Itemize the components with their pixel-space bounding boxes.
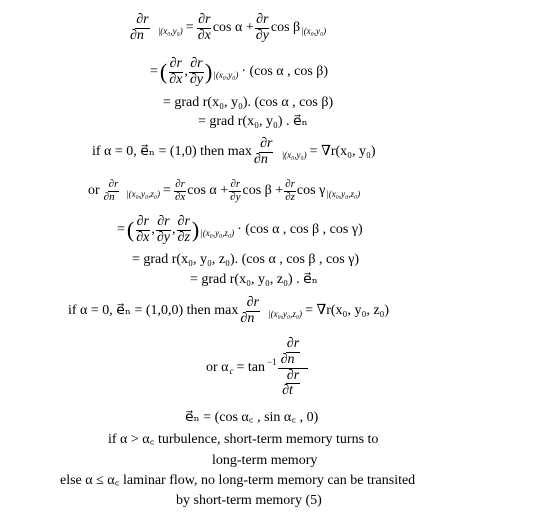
sym-n: n⃗ <box>109 190 124 203</box>
term-cos-alpha: cos α + <box>187 183 229 198</box>
eq-line-11 <box>206 336 309 400</box>
eq-line-3 <box>163 93 333 113</box>
eval-point: |(x₀,y₀) <box>213 69 239 80</box>
sym-partial: ∂ <box>189 71 197 87</box>
fraction-dr-dy <box>156 215 171 245</box>
nested-numerator <box>278 337 309 368</box>
grad-cos-line: = grad r(x₀, y₀). (cos α , cos β) <box>163 95 334 110</box>
subscript-c: c <box>229 365 234 376</box>
fraction-dr-dx <box>168 57 183 87</box>
fraction-dr-dx <box>174 179 186 203</box>
text-line-13 <box>108 430 378 450</box>
sym-partial: ∂ <box>286 336 294 352</box>
eq-line-4 <box>198 112 308 132</box>
eval-point-3d: |(x₀,y₀,z₀) <box>126 188 161 199</box>
equals: = <box>150 64 158 79</box>
sym-n: n⃗ <box>287 351 306 367</box>
sym-partial: ∂ <box>197 27 205 43</box>
sym-y: y <box>235 190 241 203</box>
sym-partial: ∂ <box>246 294 254 310</box>
comma: , <box>172 222 176 237</box>
sym-partial: ∂ <box>136 213 144 229</box>
sym-partial: ∂ <box>156 229 164 245</box>
term-cos-beta: cos β + <box>242 183 284 198</box>
sym-partial: ∂ <box>169 71 177 87</box>
text-line-14 <box>212 451 317 471</box>
turbulence-condition: if α > α꜀ turbulence, short-term memory turns to <box>108 432 379 447</box>
sym-r: r <box>290 177 295 190</box>
sym-partial: ∂ <box>230 177 236 190</box>
sym-r: r <box>267 135 273 151</box>
sym-partial: ∂ <box>253 151 261 167</box>
eval-point: |(x₀,y₀) <box>281 149 307 160</box>
max-condition-2d: if α = 0, e⃗ₙ = (1,0) then max <box>92 144 252 159</box>
fraction-dr-dy <box>189 57 204 87</box>
eq-line-9 <box>190 270 318 290</box>
superscript-inverse: −1 <box>267 356 277 367</box>
long-term-memory-text: long-term memory <box>212 453 318 468</box>
en-definition: e⃗ₙ = (cos α꜀ , sin α꜀ , 0) <box>185 410 319 425</box>
sym-partial: ∂ <box>175 177 181 190</box>
sym-z: z <box>290 190 295 203</box>
sym-partial: ∂ <box>240 310 248 326</box>
sym-partial: ∂ <box>136 11 144 27</box>
comma: , <box>184 64 188 79</box>
laminar-condition: else α ≤ α꜀ laminar flow, no long-term memory can be transited <box>60 473 416 488</box>
paren-left: ( <box>126 217 135 242</box>
fraction-nested <box>278 337 309 399</box>
sym-r: r <box>253 294 259 310</box>
eval-point: |(x₀,y₀) <box>301 25 327 36</box>
term-cos-alpha: cos α + <box>212 20 254 35</box>
sym-partial: ∂ <box>282 383 290 399</box>
sym-n: n⃗ <box>260 151 279 167</box>
sym-r: r <box>143 11 149 27</box>
eq-line-5 <box>92 131 378 173</box>
fraction-dr-dy <box>255 13 270 43</box>
sym-r: r <box>197 55 203 71</box>
comma: , <box>151 222 155 237</box>
nabla-result-3d: = ∇r(x₀, y₀, z₀) <box>305 303 390 318</box>
sym-r: r <box>176 55 182 71</box>
fraction-dr-dx <box>135 215 150 245</box>
or-alpha-label: or α <box>206 360 229 375</box>
eq-line-7 <box>115 208 365 252</box>
sym-partial: ∂ <box>285 190 291 203</box>
grad-cos-line-3d: = grad r(x₀, y₀, z₀). (cos α , cos β , cos γ) <box>132 252 360 267</box>
fraction-dr-dn <box>239 296 266 326</box>
fraction-dr-dx <box>197 13 212 43</box>
grad-en-line: = grad r(x₀, y₀) . e⃗ₙ <box>198 114 308 129</box>
max-condition-3d: if α = 0, e⃗ₙ = (1,0,0) then max <box>68 303 239 318</box>
sym-partial: ∂ <box>169 55 177 71</box>
eq-line-12 <box>185 408 318 428</box>
eq-line-8 <box>132 250 359 270</box>
sym-partial: ∂ <box>136 229 144 245</box>
sym-partial: ∂ <box>285 177 291 190</box>
fraction-dr-dn <box>129 13 156 43</box>
equals: = <box>163 183 171 198</box>
fraction-dr-dn <box>103 179 125 203</box>
eval-point-3d: |(x₀,y₀,z₀) <box>268 308 303 319</box>
sym-x: x <box>204 27 211 43</box>
eq-line-1 <box>128 4 327 52</box>
eq-line-6 <box>86 172 361 210</box>
equals: = <box>117 222 125 237</box>
term-cos-gamma: cos γ <box>296 183 326 198</box>
paren-right: ) <box>205 59 213 84</box>
sym-partial: ∂ <box>190 55 198 71</box>
sym-partial: ∂ <box>177 213 185 229</box>
short-term-memory-eqno: by short-term memory (5) <box>176 493 322 508</box>
fraction-dr-dy <box>229 179 241 203</box>
equals: = <box>185 20 194 35</box>
sym-r: r <box>293 336 300 352</box>
sym-r: r <box>263 11 269 27</box>
sym-t: t⃗ <box>289 383 304 399</box>
sym-x: x <box>180 190 186 203</box>
text-line-16 <box>176 491 322 511</box>
sym-partial: ∂ <box>260 135 268 151</box>
nabla-result-2d: = ∇r(x₀, y₀) <box>309 144 376 159</box>
sym-r: r <box>293 367 300 383</box>
sym-partial: ∂ <box>108 177 114 190</box>
eval-point-3d: |(x₀,y₀,z₀) <box>200 227 235 238</box>
sym-r: r <box>164 213 170 229</box>
sym-r: r <box>235 177 241 190</box>
sym-r: r <box>114 177 119 190</box>
sym-y: y <box>262 27 269 43</box>
sym-partial: ∂ <box>103 190 110 203</box>
fraction-dr-dn <box>280 337 307 367</box>
sym-partial: ∂ <box>198 11 205 27</box>
sym-partial: ∂ <box>255 27 263 43</box>
sym-partial: ∂ <box>174 190 181 203</box>
equals-tan: = tan <box>236 360 265 375</box>
dot-cos-terms: · (cos α , cos β) <box>241 64 329 79</box>
nested-denominator <box>279 369 307 399</box>
sym-partial: ∂ <box>230 190 236 203</box>
sym-y: y <box>163 229 171 245</box>
fraction-dr-dz <box>284 179 296 203</box>
sym-r: r <box>184 213 190 229</box>
sym-r: r <box>204 11 211 27</box>
sym-partial: ∂ <box>256 11 264 27</box>
eq-line-10 <box>68 290 391 332</box>
eq-line-2 <box>148 50 330 94</box>
fraction-dr-dz <box>177 215 191 245</box>
sym-n: n⃗ <box>247 310 266 326</box>
sym-partial: ∂ <box>286 367 294 383</box>
eval-point-3d: |(x₀,y₀,z₀) <box>326 188 361 199</box>
text-line-15 <box>60 471 415 491</box>
paren-left: ( <box>159 59 168 84</box>
fraction-dr-dt <box>281 369 305 399</box>
fraction-dr-dn <box>253 137 280 167</box>
sym-r: r <box>180 177 185 190</box>
sym-n: n⃗ <box>136 27 155 43</box>
sym-partial: ∂ <box>130 27 137 43</box>
sym-partial: ∂ <box>280 351 288 367</box>
dot-cos-terms-3d: · (cos α , cos β , cos γ) <box>237 222 363 237</box>
sym-x: x <box>176 71 183 87</box>
paren-right: ) <box>191 217 200 242</box>
sym-r: r <box>143 213 149 229</box>
eval-point: |(x₀,y₀) <box>157 25 183 36</box>
sym-y: y <box>196 71 204 87</box>
sym-partial: ∂ <box>157 213 165 229</box>
term-cos-beta: cos β <box>270 20 301 35</box>
or-label: or <box>88 183 100 198</box>
sym-z: z <box>184 229 190 245</box>
grad-en-line-3d: = grad r(x₀, y₀, z₀) . e⃗ₙ <box>190 272 318 287</box>
sym-x: x <box>143 229 150 245</box>
sym-partial: ∂ <box>177 229 185 245</box>
